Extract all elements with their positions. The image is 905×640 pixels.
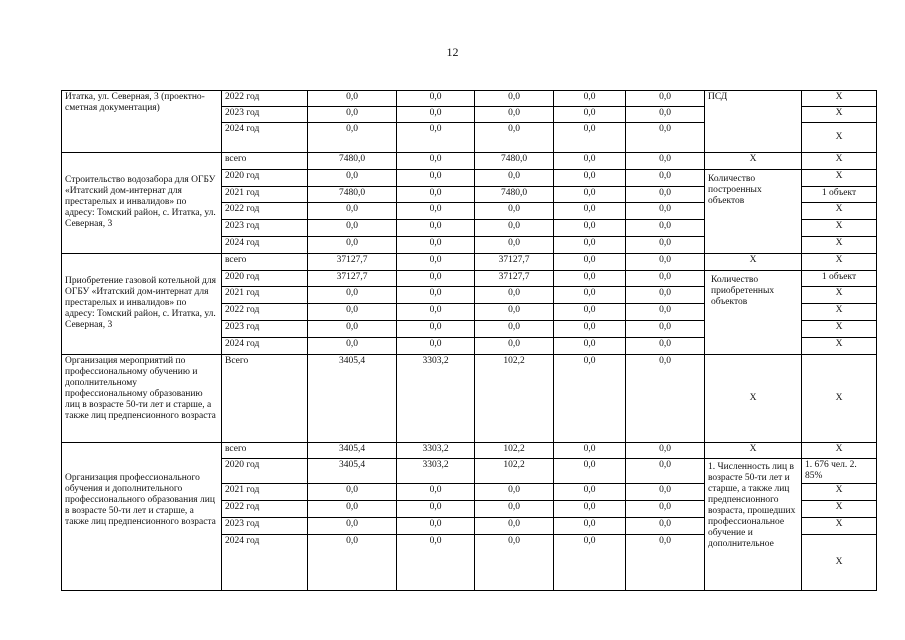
table-row [62, 442, 877, 459]
table-row [62, 253, 877, 270]
value-cell: 0,0 [626, 442, 705, 459]
indicator-value: Х [802, 220, 877, 237]
indicator-cell: Х [705, 253, 802, 270]
year-cell: 2023 год [222, 320, 308, 337]
value-cell: 0,0 [475, 320, 554, 337]
year-cell: 2021 год [222, 186, 308, 203]
indicator-value: Х [802, 501, 877, 518]
value-cell: 37127,7 [475, 270, 554, 287]
value-cell: 0,0 [626, 123, 705, 153]
value-cell: 0,0 [308, 91, 397, 107]
value-cell: 0,0 [397, 236, 475, 253]
year-cell: 2020 год [222, 459, 308, 484]
indicator-value: Х [802, 320, 877, 337]
value-cell: 3303,2 [397, 459, 475, 484]
value-cell: 0,0 [475, 534, 554, 590]
indicator-value: 1 объект [802, 270, 877, 287]
year-cell: 2022 год [222, 91, 308, 107]
value-cell: 0,0 [475, 501, 554, 518]
program-table [61, 90, 877, 591]
indicator-value: Х [802, 442, 877, 459]
value-cell: 0,0 [554, 153, 626, 170]
indicator-cell: ПСД [705, 91, 802, 153]
year-cell: 2023 год [222, 517, 308, 534]
value-cell: 0,0 [308, 220, 397, 237]
value-cell: 0,0 [554, 169, 626, 186]
value-cell: 0,0 [626, 107, 705, 123]
value-cell: 0,0 [626, 459, 705, 484]
indicator-cell: Х [705, 442, 802, 459]
value-cell: 0,0 [554, 287, 626, 304]
indicator-value: 1 объект [802, 186, 877, 203]
year-cell: всего [222, 442, 308, 459]
value-cell: 0,0 [554, 107, 626, 123]
year-cell: 2021 год [222, 287, 308, 304]
value-cell: 0,0 [397, 517, 475, 534]
value-cell: 0,0 [554, 91, 626, 107]
indicator-cell: Х [705, 354, 802, 442]
value-cell: 0,0 [397, 304, 475, 321]
value-cell: 0,0 [626, 91, 705, 107]
value-cell: 0,0 [626, 253, 705, 270]
value-cell: 0,0 [554, 304, 626, 321]
value-cell: 0,0 [475, 203, 554, 220]
value-cell: 0,0 [475, 123, 554, 153]
value-cell: 0,0 [554, 354, 626, 442]
value-cell: 0,0 [475, 220, 554, 237]
indicator-value: Х [802, 123, 877, 153]
indicator-value: Х [802, 484, 877, 501]
value-cell: 0,0 [626, 169, 705, 186]
year-cell: Всего [222, 354, 308, 442]
value-cell: 0,0 [397, 534, 475, 590]
value-cell: 0,0 [397, 153, 475, 170]
value-cell: 0,0 [626, 186, 705, 203]
value-cell: 0,0 [308, 501, 397, 518]
value-cell: 0,0 [626, 484, 705, 501]
value-cell: 7480,0 [475, 153, 554, 170]
year-cell: 2023 год [222, 107, 308, 123]
value-cell: 0,0 [397, 337, 475, 354]
table-row [62, 354, 877, 442]
value-cell: 0,0 [626, 270, 705, 287]
value-cell: 7480,0 [475, 186, 554, 203]
value-cell: 0,0 [308, 169, 397, 186]
value-cell: 0,0 [397, 287, 475, 304]
value-cell: 0,0 [475, 517, 554, 534]
value-cell: 0,0 [308, 337, 397, 354]
value-cell: 0,0 [397, 107, 475, 123]
value-cell: 0,0 [397, 91, 475, 107]
table-body [62, 91, 877, 591]
indicator-value: Х [802, 354, 877, 442]
value-cell: 37127,7 [475, 253, 554, 270]
value-cell: 0,0 [397, 123, 475, 153]
value-cell: 0,0 [626, 304, 705, 321]
value-cell: 0,0 [554, 220, 626, 237]
value-cell: 0,0 [554, 203, 626, 220]
year-cell: 2024 год [222, 534, 308, 590]
value-cell: 0,0 [554, 270, 626, 287]
value-cell: 0,0 [308, 484, 397, 501]
value-cell: 0,0 [554, 459, 626, 484]
value-cell: 0,0 [554, 253, 626, 270]
value-cell: 7480,0 [308, 186, 397, 203]
value-cell: 0,0 [626, 220, 705, 237]
value-cell: 102,2 [475, 459, 554, 484]
value-cell: 0,0 [308, 107, 397, 123]
value-cell: 0,0 [626, 153, 705, 170]
indicator-value: Х [802, 304, 877, 321]
value-cell: 0,0 [475, 337, 554, 354]
value-cell: 0,0 [308, 517, 397, 534]
value-cell: 102,2 [475, 442, 554, 459]
value-cell: 0,0 [554, 442, 626, 459]
value-cell: 3405,4 [308, 354, 397, 442]
value-cell: 0,0 [554, 320, 626, 337]
year-cell: всего [222, 253, 308, 270]
value-cell: 37127,7 [308, 270, 397, 287]
value-cell: 0,0 [626, 236, 705, 253]
indicator-value: Х [802, 91, 877, 107]
value-cell: 0,0 [308, 320, 397, 337]
value-cell: 0,0 [397, 203, 475, 220]
value-cell: 0,0 [475, 236, 554, 253]
year-cell: 2022 год [222, 203, 308, 220]
value-cell: 0,0 [397, 186, 475, 203]
value-cell: 0,0 [475, 287, 554, 304]
value-cell: 0,0 [554, 337, 626, 354]
table-row [62, 153, 877, 170]
value-cell: 0,0 [308, 534, 397, 590]
value-cell: 0,0 [475, 107, 554, 123]
value-cell: 0,0 [397, 220, 475, 237]
value-cell: 3303,2 [397, 354, 475, 442]
year-cell: 2020 год [222, 169, 308, 186]
indicator-value: Х [802, 203, 877, 220]
measure-name: Организация мероприятий по профессиональному обучению и дополнительному профессиональному образованию лиц в возрасте 50-ти лет и старше, а также лиц предпенсионного возраста [62, 354, 222, 442]
value-cell: 3303,2 [397, 442, 475, 459]
measure-name: Организация профессионального обучения и дополнительного профессионального образования лиц в возрасте 50-ти лет и старше, а также лиц предпенсионного возраста [62, 442, 222, 590]
value-cell: 0,0 [397, 484, 475, 501]
value-cell: 3405,4 [308, 459, 397, 484]
value-cell: 0,0 [397, 501, 475, 518]
value-cell: 0,0 [308, 287, 397, 304]
value-cell: 0,0 [475, 304, 554, 321]
value-cell: 0,0 [626, 354, 705, 442]
value-cell: 0,0 [397, 169, 475, 186]
value-cell: 0,0 [397, 270, 475, 287]
value-cell: 0,0 [475, 484, 554, 501]
value-cell: 0,0 [626, 320, 705, 337]
value-cell: 0,0 [554, 517, 626, 534]
measure-name: Приобретение газовой котельной для ОГБУ «Итатский дом-интернат для престарелых и инвалидов» по адресу: Томский район, с. Итатка, ул. Северная, 3 [62, 253, 222, 354]
indicator-cell: Количество построенных объектов [705, 169, 802, 253]
value-cell: 0,0 [475, 91, 554, 107]
year-cell: 2024 год [222, 236, 308, 253]
value-cell: 0,0 [554, 501, 626, 518]
indicator-value: Х [802, 169, 877, 186]
indicator-value: Х [802, 236, 877, 253]
page-number: 12 [446, 45, 459, 59]
indicator-cell: Х [705, 153, 802, 170]
value-cell: 0,0 [397, 253, 475, 270]
value-cell: 0,0 [626, 517, 705, 534]
indicator-value: Х [802, 153, 877, 170]
table-row [62, 91, 877, 107]
year-cell: 2023 год [222, 220, 308, 237]
year-cell: 2022 год [222, 501, 308, 518]
value-cell: 0,0 [308, 304, 397, 321]
year-cell: 2022 год [222, 304, 308, 321]
indicator-value: Х [802, 337, 877, 354]
value-cell: 0,0 [554, 534, 626, 590]
year-cell: 2021 год [222, 484, 308, 501]
value-cell: 0,0 [554, 484, 626, 501]
value-cell: 0,0 [626, 287, 705, 304]
value-cell: 7480,0 [308, 153, 397, 170]
indicator-cell: 1. Численность лиц в возрасте 50-ти лет и старше, а также лиц предпенсионного возраста, прошедших профессиональное обучение и дополнительное [705, 459, 802, 590]
value-cell: 0,0 [308, 123, 397, 153]
value-cell: 0,0 [626, 337, 705, 354]
value-cell: 0,0 [554, 186, 626, 203]
value-cell: 0,0 [308, 236, 397, 253]
year-cell: 2024 год [222, 123, 308, 153]
value-cell: 0,0 [554, 123, 626, 153]
year-cell: всего [222, 153, 308, 170]
year-cell: 2020 год [222, 270, 308, 287]
indicator-value: Х [802, 534, 877, 590]
value-cell: 0,0 [308, 203, 397, 220]
indicator-value: Х [802, 287, 877, 304]
value-cell: 0,0 [475, 169, 554, 186]
indicator-value: 1. 676 чел. 2. 85% [802, 459, 877, 484]
value-cell: 102,2 [475, 354, 554, 442]
value-cell: 0,0 [626, 203, 705, 220]
indicator-value: Х [802, 517, 877, 534]
measure-name: Итатка, ул. Северная, 3 (проектно-сметная документация) [62, 91, 222, 153]
value-cell: 0,0 [626, 501, 705, 518]
value-cell: 0,0 [397, 320, 475, 337]
value-cell: 0,0 [626, 534, 705, 590]
value-cell: 0,0 [554, 236, 626, 253]
indicator-cell: Количество приобретенных объектов [705, 270, 802, 354]
measure-name: Строительство водозабора для ОГБУ «Итатский дом-интернат для престарелых и инвалидов» по адресу: Томский район, с. Итатка, ул. Северная, 3 [62, 153, 222, 254]
value-cell: 3405,4 [308, 442, 397, 459]
indicator-value: Х [802, 107, 877, 123]
value-cell: 37127,7 [308, 253, 397, 270]
year-cell: 2024 год [222, 337, 308, 354]
indicator-value: Х [802, 253, 877, 270]
